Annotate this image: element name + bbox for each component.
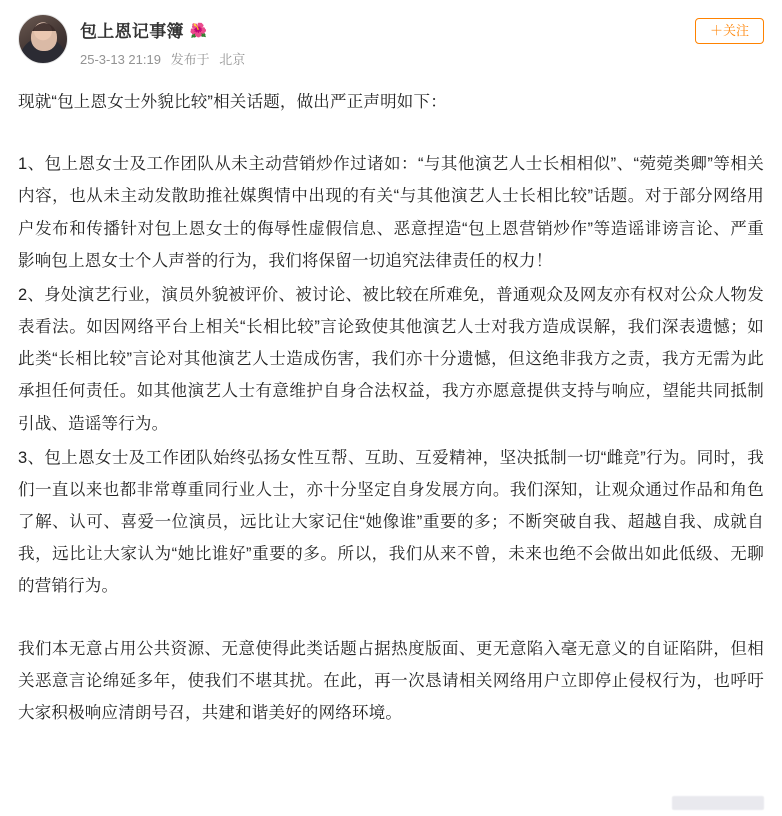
post-paragraph-4: 3、包上恩女士及工作团队始终弘扬女性互帮、互助、互爱精神，坚决抵制一切“雌竞”行为。同时，我们一直以来也都非常尊重同行业人士，亦十分坚定自身发展方向。我们深知，让观众通过作品和角色了解、认可、喜爱一位演员，远比让大家记住“她像谁”重要的多；不断突破自我、超越自我、成就自我，远比让大家认为“她比谁好”重要的多。所以，我们从来不曾，未来也绝不会做出如此低级、无聊的营销行为。 (18, 448, 764, 596)
post-timestamp: 25-3-13 21:19 (80, 52, 161, 67)
post-header (18, 14, 764, 68)
avatar[interactable] (18, 14, 68, 64)
post-meta (80, 14, 245, 68)
username-row (80, 17, 245, 42)
post-paragraph-2: 1、包上恩女士及工作团队从未主动营销炒作过诸如：“与其他演艺人士长相相似”、“菀菀类卿”等相关内容，也从未主动发散助推社媒舆情中出现的有关“与其他演艺人士长相比较”话题。对于部分网络用户发布和传播针对包上恩女士的侮辱性虚假信息、恶意捏造“包上恩营销炒作”等造谣诽谤言论、严重影响包上恩女士个人声誉的行为，我们将保留一切追究法律责任的权力！ (18, 155, 764, 270)
post-location: 北京 (219, 52, 246, 67)
flower-badge-icon: 🌺 (189, 21, 208, 38)
post-paragraph-3: 2、身处演艺行业，演员外貌被评价、被讨论、被比较在所难免，普通观众及网友亦有权对公众人物发表看法。如因网络平台上相关“长相比较”言论致使其他演艺人士对我方造成误解，我们深表遗憾；如此类“长相比较”言论对其他演艺人士造成伤害，我们亦十分遗憾，但这绝非我方之责，我方无需为此承担任何责任。如其他演艺人士有意维护自身合法权益，我方亦愿意提供支持与响应，望能共同抵制引战、造谣等行为。 (18, 285, 764, 433)
post-timestamp-row (80, 49, 245, 68)
watermark-blur (672, 796, 764, 810)
post-content (18, 86, 764, 729)
post-location-prefix: 发布于 (170, 52, 210, 67)
username[interactable]: 包上恩记事簿 (80, 22, 184, 41)
post-paragraph-1: 现就“包上恩女士外貌比较”相关话题，做出严正声明如下： (18, 93, 447, 111)
post-paragraph-5: 我们本无意占用公共资源、无意使得此类话题占据热度版面、更无意陷入毫无意义的自证陷阱，但相关恶意言论绵延多年，使我们不堪其扰。在此，再一次恳请相关网络用户立即停止侵权行为，也呼吁大家积极响应清朗号召，共建和谐美好的网络环境。 (18, 639, 764, 722)
follow-button[interactable]: ＋关注 (695, 18, 764, 44)
